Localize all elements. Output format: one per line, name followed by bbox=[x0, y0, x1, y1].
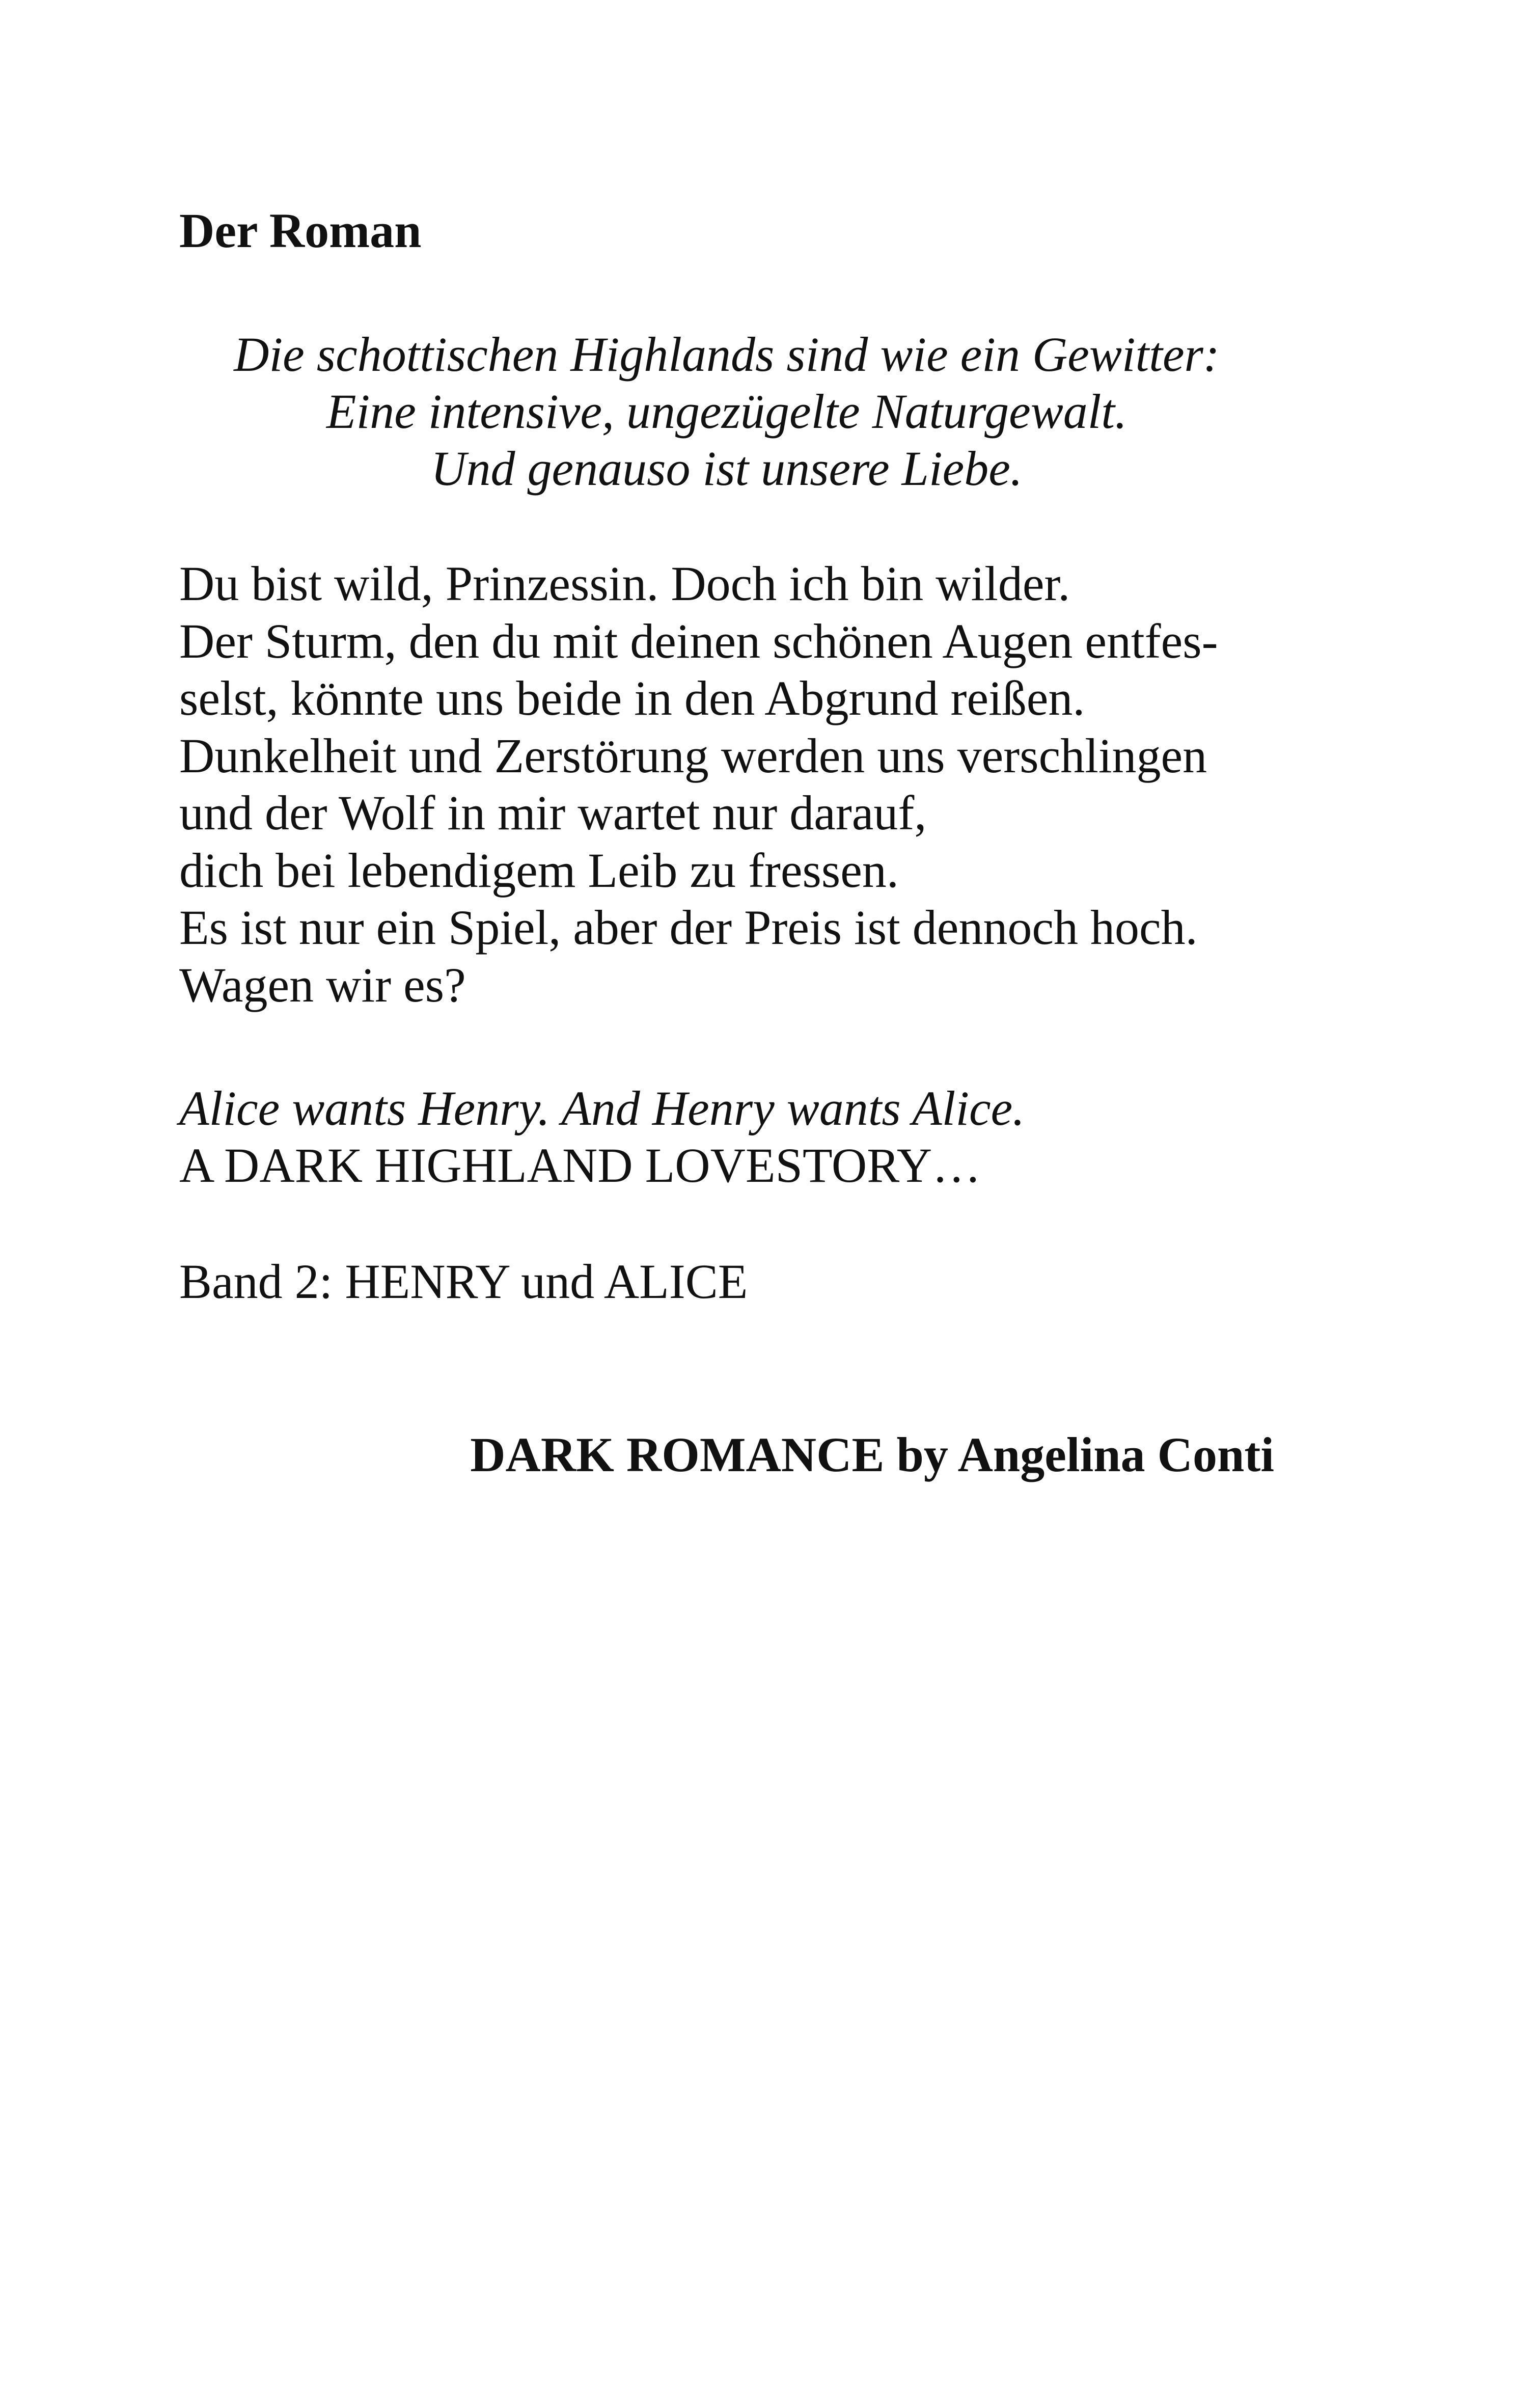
blurb-paragraph bbox=[179, 555, 1218, 1014]
blurb-line: Dunkelheit und Zerstörung werden uns verschlingen bbox=[179, 728, 1207, 783]
motto-line: Und genauso ist unsere Liebe. bbox=[431, 441, 1023, 496]
motto-line: Die schottischen Highlands sind wie ein Gewitter: bbox=[234, 327, 1220, 382]
blurb-line: dich bei lebendigem Leib zu fressen. bbox=[179, 843, 899, 898]
page-title: Der Roman bbox=[179, 203, 422, 258]
tagline-italic: Alice wants Henry. And Henry wants Alice. bbox=[179, 1081, 1025, 1135]
motto-line: Eine intensive, ungezügelte Naturgewalt. bbox=[326, 384, 1128, 439]
tagline-caps: A DARK HIGHLAND LOVESTORY… bbox=[179, 1138, 981, 1193]
blurb-line: Wagen wir es? bbox=[179, 957, 466, 1012]
blurb-line: und der Wolf in mir wartet nur darauf, bbox=[179, 786, 927, 840]
blurb-line: Es ist nur ein Spiel, aber der Preis ist dennoch hoch. bbox=[179, 900, 1198, 955]
motto-block bbox=[179, 326, 1274, 497]
blurb-line: Du bist wild, Prinzessin. Doch ich bin wilder. bbox=[179, 556, 1070, 611]
blurb-line: selst, könnte uns beide in den Abgrund reißen. bbox=[179, 671, 1085, 725]
blurb-line: Der Sturm, den du mit deinen schönen Augen entfes- bbox=[179, 613, 1218, 668]
volume-label: Band 2: HENRY und ALICE bbox=[179, 1254, 748, 1309]
tagline-block bbox=[179, 1080, 1025, 1194]
author-byline: DARK ROMANCE by Angelina Conti bbox=[470, 1427, 1274, 1482]
